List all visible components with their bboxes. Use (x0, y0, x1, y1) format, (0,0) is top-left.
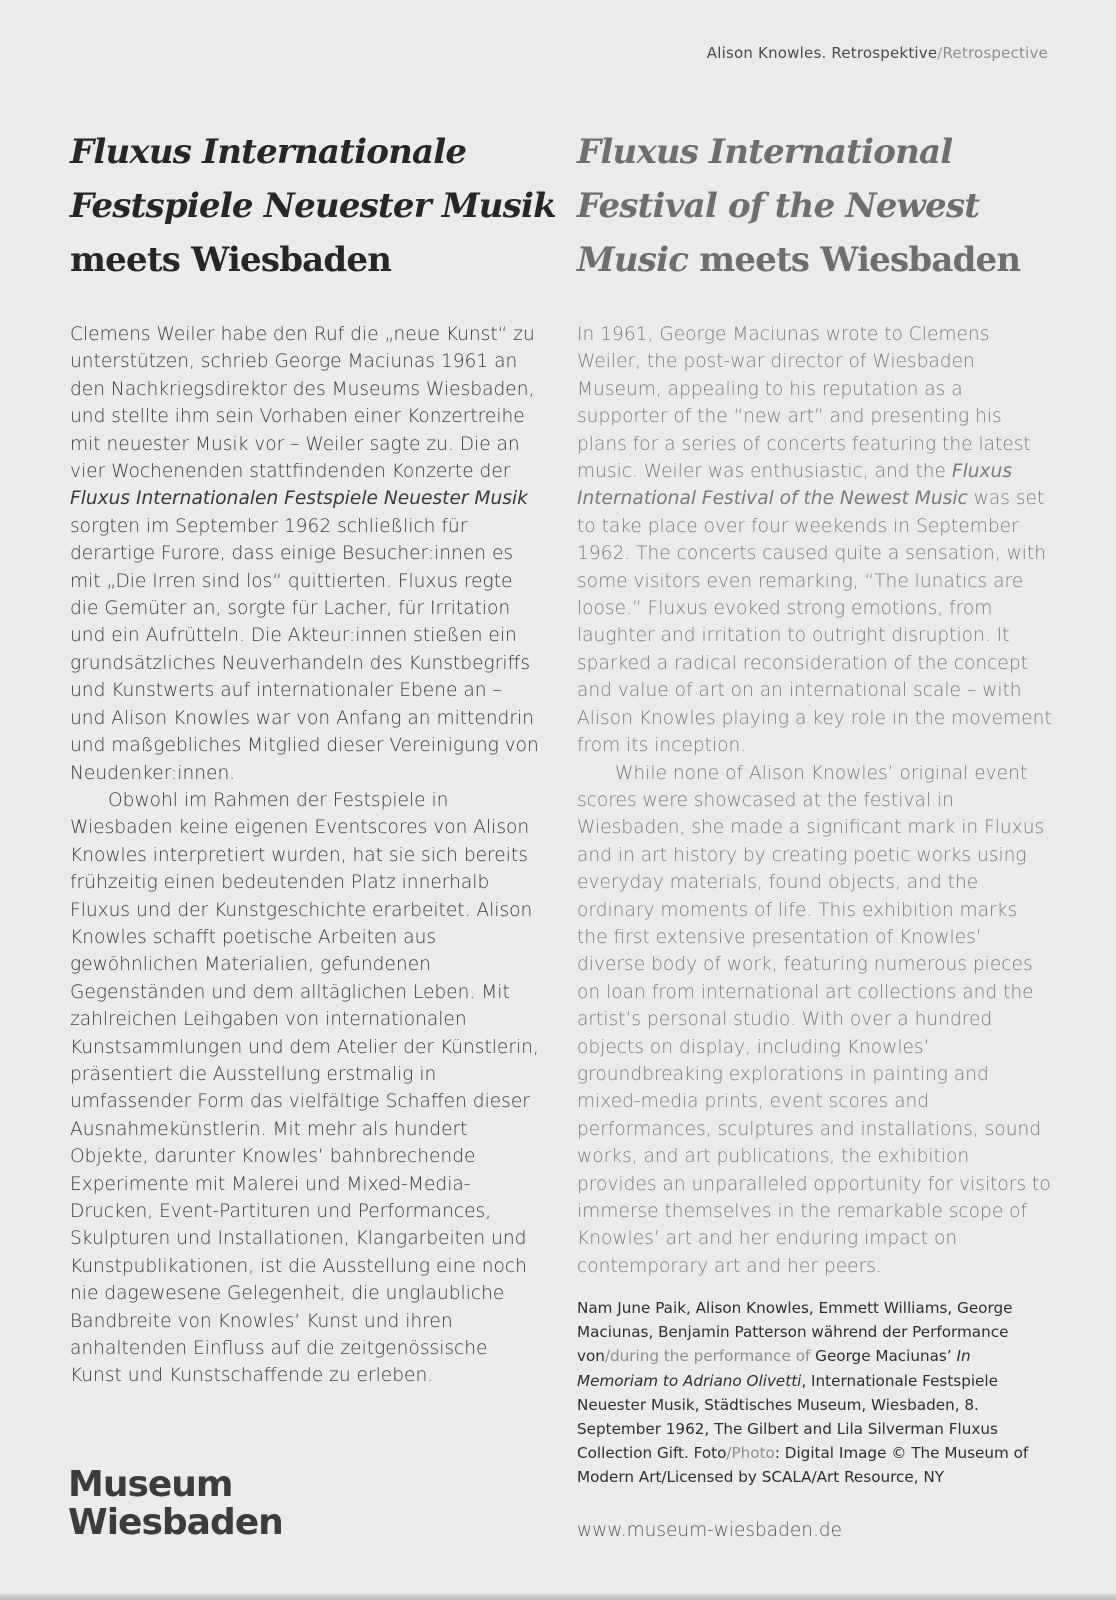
running-head (707, 44, 1048, 62)
english-title-line-2: Festival of the Newest (577, 186, 980, 226)
english-title-line-3: Music meets Wiesbaden (577, 240, 1021, 280)
english-paragraph-1: In 1961, George Maciunas wrote to Clemens Weiler, the post-war director of Wiesbaden Museum, appealing to his reputation as a supporter of the “new art” and presenting his plans for a series of concerts featuring the latest music. Weiler was enthusiastic, and the Fluxus International Festival of the Newest Music was set to take place over four weekends in September 1962. The concerts caused quite a sensation, with some visitors even remarking, “The lunatics are loose.” Fluxus evoked strong emotions, from laughter and irritation to outright disruption. It sparked a radical reconsideration of the concept and value of art on an international scale – with Alison Knowles playing a key role in the movement from its inception. (577, 324, 1052, 757)
english-column (577, 125, 1052, 1280)
german-title-line-1: Fluxus Internationale (70, 132, 467, 172)
logo-line-1: Museum (68, 1464, 233, 1505)
logo-line-2: Wiesbaden (68, 1502, 283, 1543)
museum-logo (68, 1466, 283, 1542)
photo-caption: Nam June Paik, Alison Knowles, Emmett Williams, George Maciunas, Benjamin Patterson während der Performance von/during the performance of George Maciunas’ In Memoriam to Adriano Olivetti, Internationale Festspiele Neuester Musik, Städtisches Museum, Wiesbaden, 8. September 1962, The Gilbert and Lila Silverman Fluxus Collection Gift. Foto/Photo: Digital Image © The Museum of Modern Art/Licensed by SCALA/Art Resource, NY (577, 1299, 1029, 1487)
english-title (577, 125, 1052, 287)
running-head-separator: / (937, 44, 943, 62)
website-url[interactable]: www.museum-wiesbaden.de (577, 1520, 842, 1541)
running-head-author: Alison Knowles. Retrospektive (706, 44, 938, 62)
running-head-english: Retrospective (942, 44, 1048, 62)
english-paragraph-2: While none of Alison Knowles’ original event scores were showcased at the festival in Wiesbaden, she made a significant mark in Fluxus and in art history by creating poetic works using everyday materials, found objects, and the ordinary moments of life. This exhibition marks the first extensive presentation of Knowles’ diverse body of work, featuring numerous pieces on loan from international art collections and the artist’s personal studio. With over a hundred objects on display, including Knowles’ groundbreaking explorations in painting and mixed-media prints, event scores and performances, sculptures and installations, sound works, and art publications, the exhibition provides an unparalleled opportunity for visitors to immerse themselves in the remarkable scope of Knowles’ art and her enduring impact on contemporary art and her peers. (577, 762, 1051, 1277)
english-body (577, 321, 1052, 1280)
page-bottom-edge (0, 1594, 1116, 1600)
german-body (70, 321, 540, 1390)
german-paragraph-2: Obwohl im Rahmen der Festspiele in Wiesbaden keine eigenen Eventscores von Alison Knowles interpretiert wurden, hat sie sich bereits frühzeitig einen bedeutenden Platz innerhalb Fluxus und der Kunstgeschichte erarbeitet. Alison Knowles schafft poetische Arbeiten aus gewöhnlichen Materialien, gefundenen Gegenständen und dem alltäglichen Leben. Mit zahlreichen Leihgaben von internationalen Kunstsammlungen und dem Atelier der Künstlerin, präsentiert die Ausstellung erstmalig in umfassender Form das vielfältige Schaffen dieser Ausnahmekünstlerin. Mit mehr als hundert Objekte, darunter Knowles’ bahnbrechende Experimente mit Malerei und Mixed-Media-Drucken, Event-Partituren und Performances, Skulpturen und Installationen, Klangarbeiten und Kunstpublikationen, ist die Ausstellung eine noch nie dagewesene Gelegenheit, die unglaubliche Bandbreite von Knowles’ Kunst und ihren anhaltenden Einfluss auf die zeitgenössische Kunst und Kunstschaffende zu erleben. (70, 789, 539, 1387)
german-title (70, 125, 556, 287)
german-paragraph-1: Clemens Weiler habe den Ruf die „neue Kunst“ zu unterstützen, schrieb George Maciunas 1961 an den Nachkriegsdirektor des Museums Wiesbaden, und stellte ihm sein Vorhaben einer Konzertreihe mit neuester Musik vor – Weiler sagte zu. Die an vier Wochenenden stattfindenden Konzerte der Fluxus Internationalen Festspiele Neuester Musik sorgten im September 1962 schließlich für derartige Furore, dass einige Besucher:innen es mit „Die Irren sind los“ quittierten. Fluxus regte die Gemüter an, sorgte für Lacher, für Irritation und ein Aufrütteln. Die Akteur:innen stießen ein grundsätzliches Neuverhandeln des Kunstbegriffs und Kunstwerts auf internationaler Ebene an – und Alison Knowles war von Anfang an mittendrin und maßgebliches Mitglied dieser Vereinigung von Neudenker:innen. (70, 324, 539, 784)
german-title-line-2: Festspiele Neuester Musik (70, 186, 556, 226)
german-title-line-3: meets Wiesbaden (70, 240, 392, 280)
german-column (70, 125, 556, 1390)
english-title-line-1: Fluxus International (577, 132, 953, 172)
